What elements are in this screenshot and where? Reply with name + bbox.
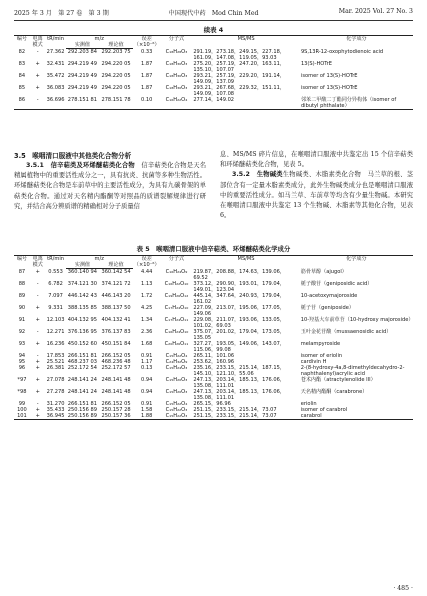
cell-tr: 27.078 xyxy=(46,376,65,383)
cell-formula: C₁₆H₂₂O₄ xyxy=(161,97,193,110)
cell-theoretical: 360.142 54 xyxy=(101,269,131,275)
cell-no: 85 xyxy=(18,84,26,91)
cell-mode: - xyxy=(36,400,39,407)
cell-msms: 293.21，257.19，229.20，191.14，149.09，137.09 xyxy=(193,72,285,85)
running-header xyxy=(14,8,413,20)
table-row xyxy=(14,329,413,341)
cell-theoretical: 468.236 48 xyxy=(101,358,131,365)
cell-theoretical: 266.152 05 xyxy=(101,352,131,359)
cell-tr: 0.553 xyxy=(48,268,63,275)
cell-theoretical: 250.157 28 xyxy=(101,406,131,413)
cell-no: 99 xyxy=(18,400,26,407)
cell-theoretical: 278.151 78 xyxy=(99,97,133,110)
cell-theoretical: 250.157 36 xyxy=(99,413,133,420)
cell-measured: 468.237 03 xyxy=(67,358,97,365)
cell-formula: C₂₄H₃₂O₉ xyxy=(165,358,188,365)
cell-measured: 404.132 95 xyxy=(67,316,97,323)
header-journal: 中国现代中药 Mod Chin Med xyxy=(168,10,259,17)
cell-formula: C₁₅H₂₂O₄ xyxy=(165,400,188,407)
cell-compound: 栀子苷（geniposide） xyxy=(300,304,355,311)
cell-theoretical: 450.151 84 xyxy=(101,340,131,347)
cell-tr: 17.853 xyxy=(46,352,65,359)
cell-msms: 293.21，267.68，229.32，151.11，149.09，107.08 xyxy=(193,84,285,97)
cell-tr: 35.472 xyxy=(46,72,65,79)
cell-no: 86 xyxy=(14,97,30,110)
paragraph-text: 信辛萜类化合物是天名精属植物中的重要活性成分之一，具有抗炎、抗菌等多种生物活性。环烯醚萜类化合物是车前草中的主要活性成分，为具有九碳骨架的单萜类化合物。通过对天名精内酯酮等对照品的质谱裂解规律进行研究，并结合高分辨质谱的精确相对分子质量信 xyxy=(14,162,207,210)
cell-error: 0.94 xyxy=(141,388,153,395)
cell-compound: 2-(8-hydroxy-4a,8-dimethyldecahydro-2-naphthalenyl)acrylic acid xyxy=(300,364,405,377)
paragraph-text: 息、MS/MS 碎片信息，在喉咽清口服液中共鉴定出 15 个信辛萜类和环烯醚萜类化合物，见表 5。 xyxy=(220,151,413,169)
cell-theoretical: 248.141 48 xyxy=(101,388,131,395)
cell-error: 4.25 xyxy=(141,304,153,311)
cell-mode: + xyxy=(35,60,40,67)
cell-theoretical: 294.220 05 xyxy=(101,60,131,67)
cell-measured: 294.219 49 xyxy=(67,84,97,91)
cell-error: 1.13 xyxy=(141,280,153,287)
cell-mode: - xyxy=(36,328,39,335)
cell-formula: C₁₈H₃₀O₃ xyxy=(165,84,188,91)
col-error: 误差（×10⁻⁶） xyxy=(133,256,160,268)
cell-msms: 373.12，290.90，193.01，179.04，149.01，123.04 xyxy=(193,280,285,293)
cell-theoretical: 252.172 57 xyxy=(101,364,131,371)
col-measured: 实测值 xyxy=(66,42,100,49)
cell-no: 94 xyxy=(18,352,26,359)
subsection-number: 3.5.1 xyxy=(26,162,44,169)
cell-theoretical: 292.203 75 xyxy=(101,49,131,55)
cell-error: 0.33 xyxy=(141,48,153,55)
table-row xyxy=(14,97,413,110)
cell-mode: + xyxy=(35,406,40,413)
table-row xyxy=(14,293,413,305)
cell-formula: C₁₇H₂₄O₁₁ xyxy=(164,316,189,323)
paragraph xyxy=(220,170,413,221)
cell-error: 1.68 xyxy=(141,340,153,347)
cell-msms: 253.62，160.96 xyxy=(193,358,235,365)
cell-tr: 36.696 xyxy=(46,97,66,110)
cell-no: 87 xyxy=(18,268,26,275)
cell-mode: + xyxy=(35,340,40,347)
cell-theoretical: 376.137 83 xyxy=(101,328,131,335)
cell-msms: 327.27，193.05，149.06，143.07，115.06，99.08 xyxy=(193,340,285,353)
cell-theoretical: 446.143 20 xyxy=(101,292,131,299)
cell-compound: eriolin xyxy=(300,400,317,407)
cell-error: 1.72 xyxy=(141,292,153,299)
page-number: · 485 · xyxy=(393,585,413,592)
cell-error: 1.58 xyxy=(141,406,153,413)
cell-measured: 248.141 24 xyxy=(67,376,97,383)
table-row xyxy=(14,73,413,85)
cell-msms: 275.20，257.19，247.20，163.11，135.10，107.07 xyxy=(193,60,285,73)
table-row xyxy=(14,341,413,353)
table-row xyxy=(14,49,413,61)
cell-tr: 7.097 xyxy=(48,292,63,299)
col-no: 编号 xyxy=(14,256,30,269)
cell-tr: 12.103 xyxy=(46,316,65,323)
col-formula: 分子式 xyxy=(161,256,193,269)
cell-compound: 10-羟基大车前草苷（10-hydroxy majoroside） xyxy=(300,316,414,323)
cell-tr: 36.083 xyxy=(46,84,65,91)
cell-error: 0.94 xyxy=(141,376,153,383)
cell-formula: C₁₆H₂₄O₁₀ xyxy=(164,328,189,335)
cell-theoretical: 294.220 05 xyxy=(101,84,131,91)
table4-caption: 续表 4 xyxy=(203,26,224,34)
cell-msms: 291.19，273.18，249.15，227.18，161.09，147.08，119.05，93.03 xyxy=(193,48,285,61)
cell-mode: - xyxy=(36,352,39,359)
col-mz: m/z xyxy=(66,36,133,43)
cell-error: 2.36 xyxy=(141,328,153,335)
col-msms: MS/MS xyxy=(192,256,299,269)
header-issue: 2025 年 3 月 第 27 卷 第 3 期 xyxy=(14,10,109,17)
cell-measured: 278.151 81 xyxy=(66,97,100,110)
cell-error: 1.87 xyxy=(141,84,153,91)
col-tr: tR/min xyxy=(46,256,66,269)
table-row xyxy=(14,269,413,281)
cell-msms: 227.09，213.07，195.06，177.05，149.06 xyxy=(193,304,285,317)
cell-error: 4.44 xyxy=(141,268,153,275)
cell-no: 84 xyxy=(18,72,26,79)
col-theoretical: 理论值 xyxy=(99,262,133,269)
cell-theoretical: 374.121 72 xyxy=(101,280,131,287)
col-formula: 分子式 xyxy=(161,36,193,49)
cell-error: 0.91 xyxy=(141,400,153,407)
table-row xyxy=(14,317,413,329)
col-error: 误差（×10⁻⁶） xyxy=(133,36,160,48)
table-row xyxy=(14,61,413,73)
cell-theoretical: 388.137 50 xyxy=(101,304,131,311)
cell-formula: C₂₀H₂₆O₁₁ xyxy=(164,340,189,347)
cell-measured: 388.135 85 xyxy=(67,304,97,311)
cell-formula: C₁₈H₃₀O₃ xyxy=(165,72,188,79)
cell-no: 92 xyxy=(18,328,26,335)
cell-compound: 筋骨草醇（ajugol） xyxy=(300,268,347,275)
cell-tr: 36.945 xyxy=(46,412,65,419)
cell-tr: 31.270 xyxy=(46,400,65,407)
cell-error: 0.91 xyxy=(141,352,153,359)
cell-compound: 9S,13R-12-oxophytodienoic acid xyxy=(300,48,384,55)
section-heading: 3.5 喉咽清口服液中其他类化合物分析 xyxy=(14,152,132,160)
cell-msms: 247.13，203.14，185.13，176.06，135.08，111.01 xyxy=(193,388,285,401)
cell-formula: C₁₇H₂₄O₁₀ xyxy=(164,304,189,311)
header-rule xyxy=(14,20,413,21)
cell-mode: + xyxy=(35,364,40,371)
cell-measured: 252.172 54 xyxy=(67,364,97,371)
cell-compound: 邻苯二甲酸二丁酯同分异构体（isomer of dibutyl phthalate） xyxy=(300,97,413,110)
cell-msms: 251.15，233.15，215.14，73.07 xyxy=(193,406,277,413)
table-row xyxy=(14,85,413,97)
cell-tr: 32.431 xyxy=(46,60,65,67)
cell-no: 101 xyxy=(14,413,30,420)
cell-tr: 25.521 xyxy=(46,358,65,365)
cell-msms: 247.13，203.14，185.13，176.06，135.08，111.01 xyxy=(193,376,285,389)
col-no: 编号 xyxy=(14,36,30,49)
cell-compound: 10-acetoxymajoroside xyxy=(300,292,358,299)
cell-formula: C₁₉H₂₆O₁₂ xyxy=(164,292,189,299)
cell-compound: cardivin H xyxy=(300,358,327,365)
col-compound: 化学成分 xyxy=(300,256,413,269)
table-row xyxy=(14,389,413,401)
cell-compound: isomer of 13(S)-HOTrE xyxy=(300,72,358,79)
cell-mode: - xyxy=(36,280,39,287)
table-row xyxy=(14,413,413,420)
header-volume: Mar. 2025 Vol. 27 No. 3 xyxy=(338,8,413,15)
cell-measured: 248.141 24 xyxy=(67,388,97,395)
cell-error: 0.13 xyxy=(141,364,153,371)
cell-measured: 374.121 30 xyxy=(67,280,97,287)
col-compound: 化学成分 xyxy=(300,36,413,49)
cell-tr: 27.278 xyxy=(46,388,65,395)
cell-compound: 天名精内酯酮（carabrone） xyxy=(300,388,368,395)
cell-no: 100 xyxy=(17,406,27,413)
cell-tr: 9.331 xyxy=(48,304,63,311)
cell-compound: 苍术内酯（atractylenolide III） xyxy=(300,376,376,383)
col-msms: MS/MS xyxy=(192,36,300,49)
cell-error: 1.87 xyxy=(141,72,153,79)
cell-measured: 360.140 94 xyxy=(67,269,97,275)
col-mode: 电离模式 xyxy=(30,36,46,49)
col-tr: tR/min xyxy=(46,36,66,49)
cell-no: 96 xyxy=(18,364,26,371)
cell-mode: + xyxy=(35,304,40,311)
cell-no: 82 xyxy=(18,48,26,55)
cell-formula: C₁₈H₃₀O₃ xyxy=(165,60,188,67)
cell-measured: 376.136 95 xyxy=(67,328,97,335)
cell-compound: isomer of carabrol xyxy=(300,406,348,413)
cell-measured: 446.142 43 xyxy=(67,292,97,299)
cell-formula: C₁₅H₂₂O₄ xyxy=(165,352,188,359)
cell-compound: melampyroside xyxy=(300,340,341,347)
cell-mode: - xyxy=(36,48,39,55)
cell-error: 0.10 xyxy=(133,97,161,110)
cell-mode: + xyxy=(35,376,40,383)
cell-mode: + xyxy=(35,84,40,91)
cell-formula: C₁₅H₂₄O₃ xyxy=(165,364,188,371)
cell-tr: 12.271 xyxy=(46,328,65,335)
cell-no: *98 xyxy=(17,388,27,395)
cell-no: 91 xyxy=(18,316,26,323)
cell-measured: 266.151 81 xyxy=(67,352,97,359)
col-theoretical: 理论值 xyxy=(99,42,133,49)
cell-msms: 265.11，101.06 xyxy=(193,352,235,359)
cell-measured: 250.156 89 xyxy=(66,413,100,420)
right-column xyxy=(220,150,413,221)
cell-no: 95 xyxy=(18,358,26,365)
cell-theoretical: 404.132 41 xyxy=(101,316,131,323)
cell-msms: 265.15，96.96 xyxy=(193,400,231,407)
left-column xyxy=(14,161,206,212)
subsection-number: 3.5.2 xyxy=(232,171,250,179)
cell-compound: isomer of 13(S)-HOTrE xyxy=(300,84,358,91)
cell-error: 1.34 xyxy=(141,316,153,323)
cell-compound: 13(S)-HOTrE xyxy=(300,60,332,67)
cell-msms: 219.87，208.88，174.63，139.06，69.52 xyxy=(193,268,285,281)
subsection-title: 信辛萜类及环烯醚萜类化合物 xyxy=(50,162,135,169)
cell-compound: 玉叶金花苷酸（mussaenosidic acid） xyxy=(300,328,392,335)
cell-measured: 450.152 60 xyxy=(67,340,97,347)
cell-msms: 445.14，347.64，240.93，179.04，161.02 xyxy=(193,292,285,305)
cell-formula: C₁₅H₂₂O₃ xyxy=(165,406,188,413)
table-row xyxy=(14,365,413,377)
cell-formula: C₁₅H₂₂O₃ xyxy=(161,413,193,420)
cell-formula: C₁₆H₂₄O₉ xyxy=(165,268,188,275)
col-measured: 实测值 xyxy=(66,262,100,269)
cell-no: 89 xyxy=(18,292,26,299)
cell-theoretical: 248.141 48 xyxy=(101,376,131,383)
subsection-title: 生物碱类 xyxy=(256,171,283,179)
cell-compound: isomer of eriolin xyxy=(300,352,343,359)
paragraph xyxy=(14,161,206,212)
cell-tr: 26.381 xyxy=(46,364,65,371)
cell-compound: carabrol xyxy=(300,413,413,420)
cell-theoretical: 266.152 05 xyxy=(101,400,131,407)
table5-caption: 表 5 喉咽清口服液中信辛萜类、环烯醚萜类化学成分 xyxy=(136,245,291,253)
cell-no: 93 xyxy=(18,340,26,347)
table-row xyxy=(14,377,413,389)
table5 xyxy=(14,255,413,420)
cell-measured: 266.151 81 xyxy=(67,400,97,407)
cell-mode: + xyxy=(35,316,40,323)
cell-mode: + xyxy=(35,388,40,395)
cell-error: 1.88 xyxy=(133,413,161,420)
cell-mode: + xyxy=(35,72,40,79)
cell-msms: 251.15，233.15，215.14，73.07 xyxy=(192,413,299,420)
col-mode: 电离模式 xyxy=(30,256,46,269)
cell-mode: - xyxy=(30,97,46,110)
cell-measured: 294.219 49 xyxy=(67,60,97,67)
table-row xyxy=(14,281,413,293)
col-mz: m/z xyxy=(66,256,133,263)
cell-tr: 35.433 xyxy=(46,406,65,413)
cell-msms: 375.07，201.02，179.04，173.05，135.05 xyxy=(193,328,285,341)
cell-mode: + xyxy=(35,268,40,275)
cell-msms: 229.08，211.07，193.06，133.05，101.02，69.03 xyxy=(193,316,285,329)
cell-error: 1.87 xyxy=(141,60,153,67)
table-row xyxy=(14,305,413,317)
table4 xyxy=(14,35,413,110)
cell-compound: 栀子酸苷（geniposidic acid） xyxy=(300,280,373,287)
cell-theoretical: 294.220 05 xyxy=(101,72,131,79)
paragraph xyxy=(220,150,413,170)
cell-formula: C₁₅H₂₀O₃ xyxy=(165,376,188,383)
cell-tr: 6.782 xyxy=(48,280,63,287)
cell-tr: 27.362 xyxy=(46,48,65,55)
cell-measured: 250.156 89 xyxy=(67,406,97,413)
cell-no: 83 xyxy=(18,60,26,67)
cell-no: 88 xyxy=(18,280,26,287)
cell-mode: + xyxy=(30,413,46,420)
cell-no: 90 xyxy=(18,304,26,311)
paragraph-text: 生物碱类、木脂素类化合物 马兰草的根、茎部位含有一定量木脂素类成分，此外生物碱类成分也是喉咽清口服液中的重要活性成分。如马兰草、车前草等均含有少量生物碱。本研究在喉咽清口服液中共鉴定 13 个生物碱、木脂素等其他化合物，见表 6。 xyxy=(220,171,414,220)
cell-formula: C₁₅H₂₀O₃ xyxy=(165,388,188,395)
cell-mode: + xyxy=(35,358,40,365)
cell-measured: 294.219 49 xyxy=(67,72,97,79)
cell-msms: 277.14，149.02 xyxy=(192,97,300,110)
cell-error: 1.17 xyxy=(141,358,153,365)
cell-formula: C₁₈H₂₈O₃ xyxy=(165,48,188,55)
cell-measured: 292.203 84 xyxy=(67,49,97,55)
cell-msms: 235.16，233.15，215.14，187.15，145.10，121.10，55.06 xyxy=(193,364,285,377)
cell-tr: 16.236 xyxy=(46,340,65,347)
cell-no: *97 xyxy=(17,376,27,383)
cell-formula: C₁₆H₂₂O₁₀ xyxy=(164,280,189,287)
cell-mode: - xyxy=(36,292,39,299)
